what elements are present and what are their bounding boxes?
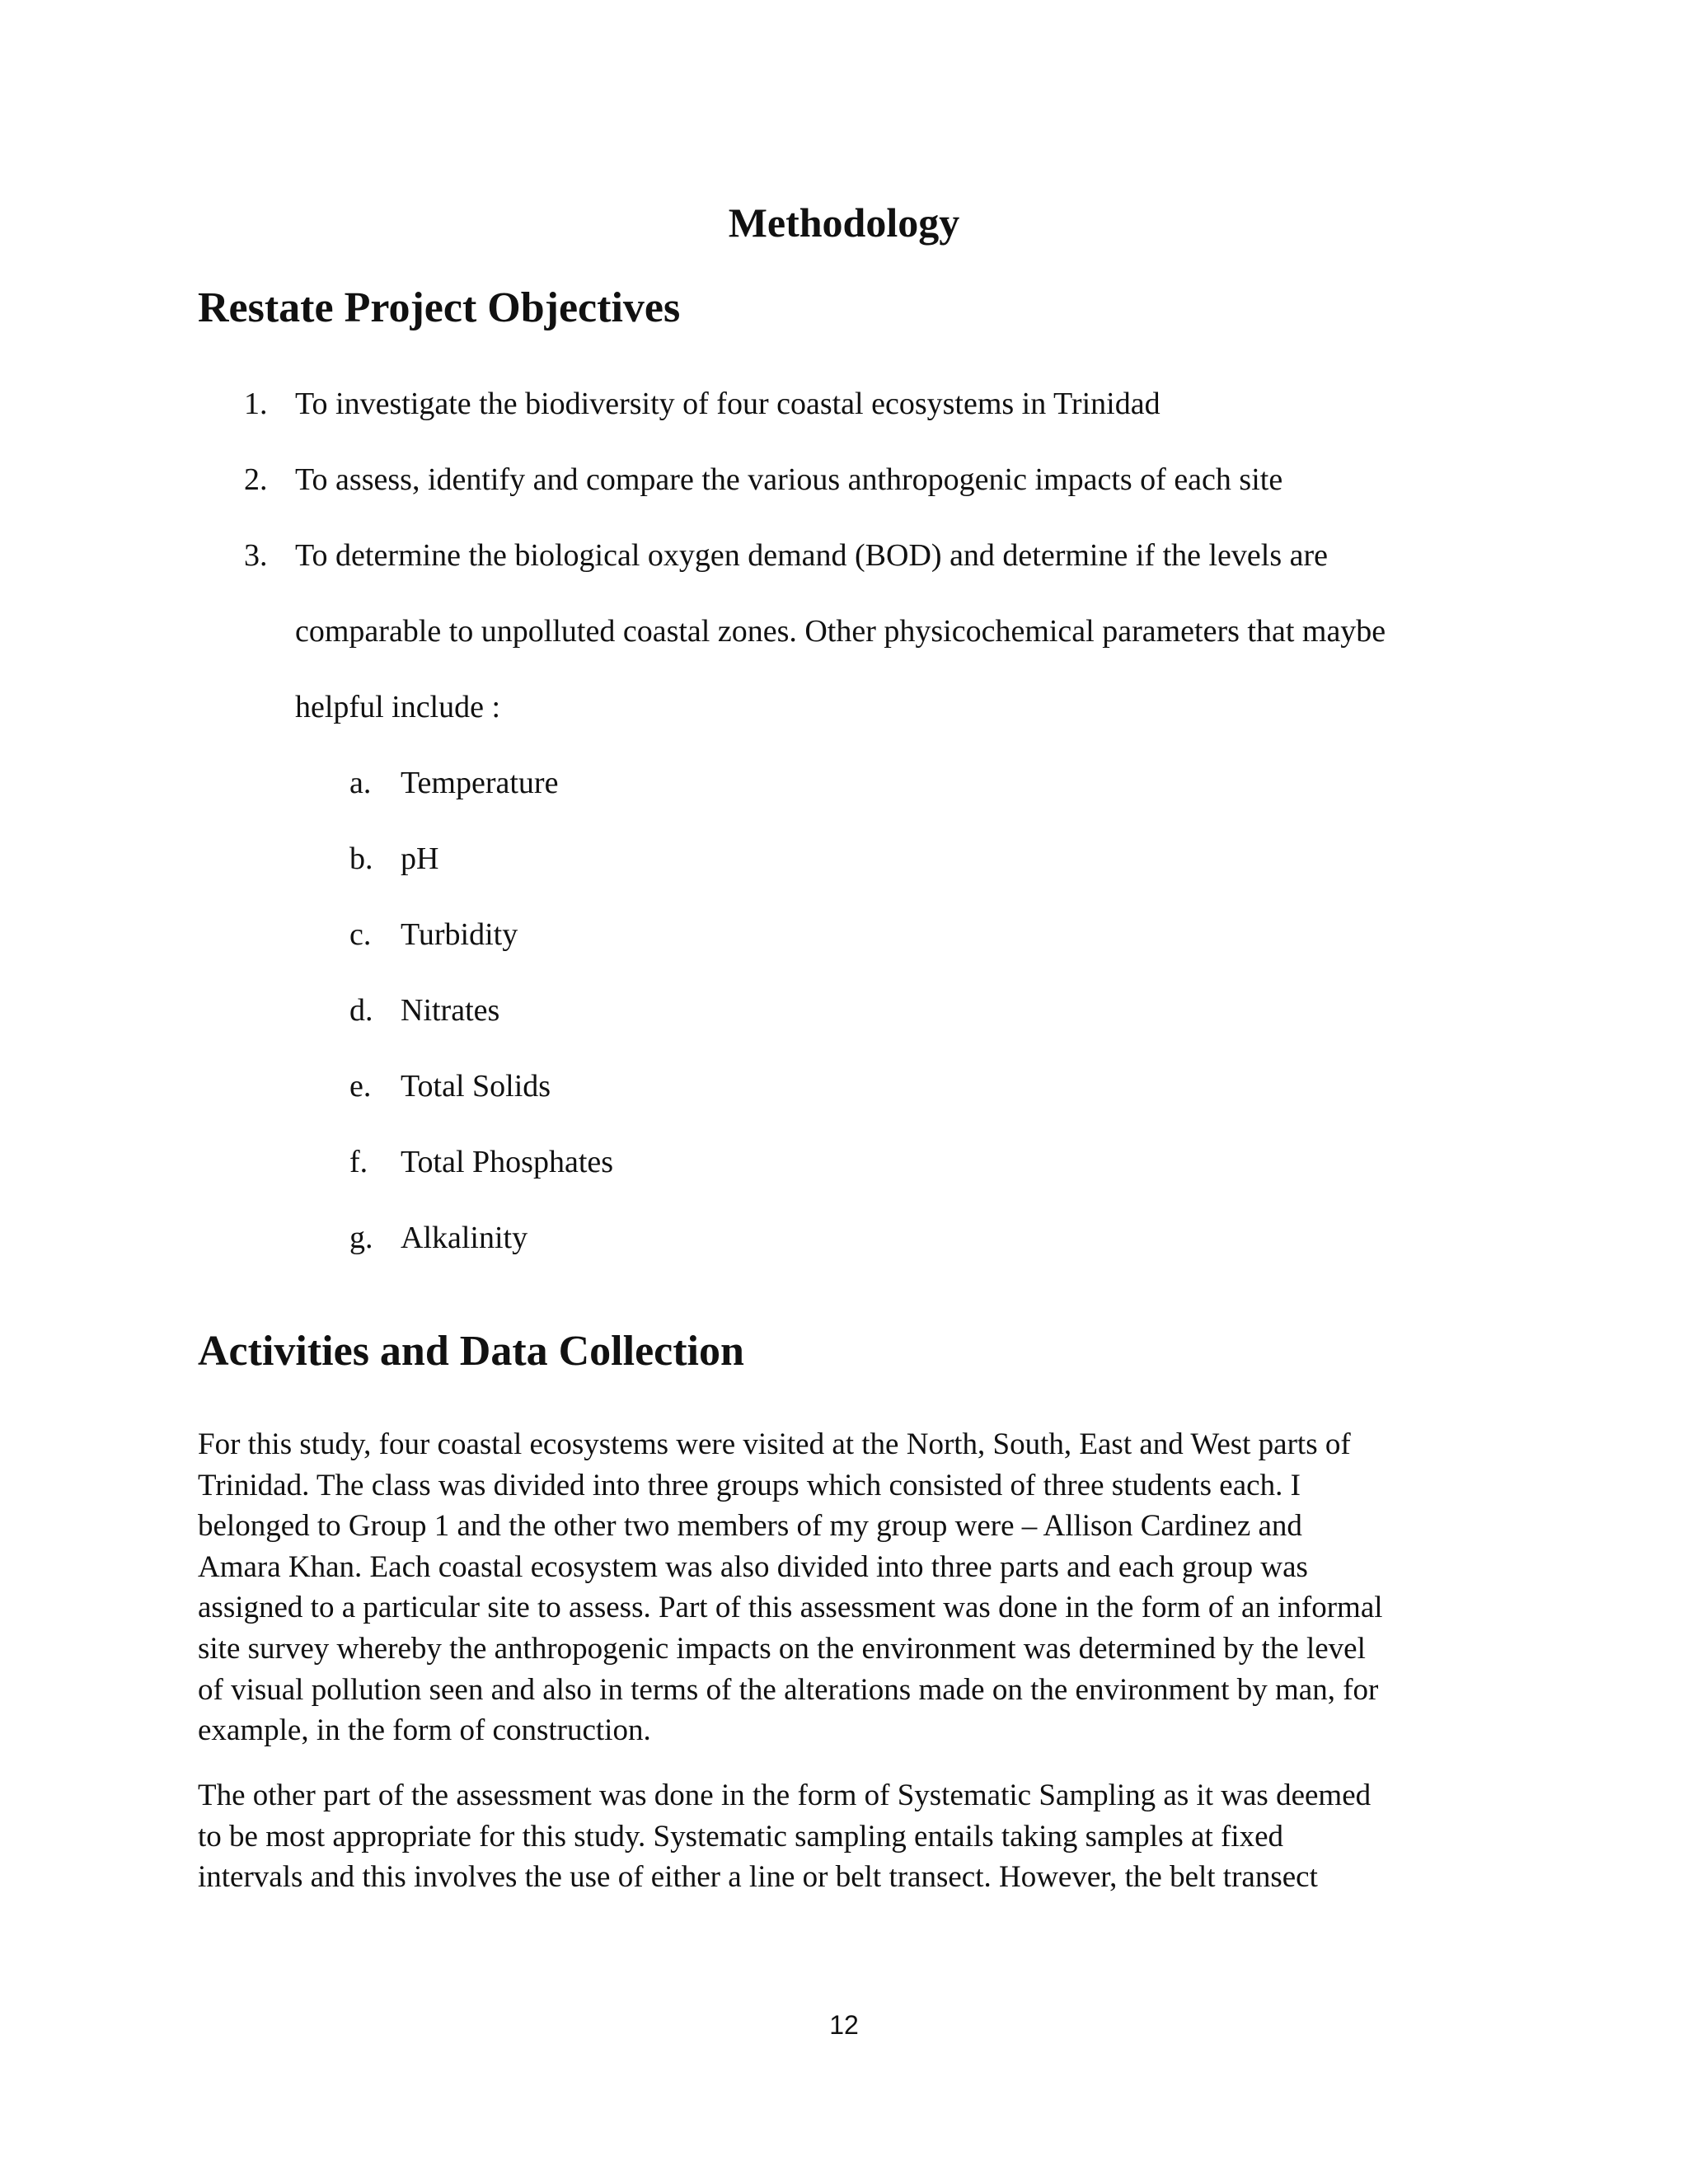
parameter-item [349, 991, 499, 1030]
objective-text: To determine the biological oxygen demand (BOD) and determine if the levels are [295, 538, 1329, 573]
paragraph-line: assigned to a particular site to assess. Part of this assessment was done in the form of an informal [198, 1591, 1383, 1625]
paragraph-line: Trinidad. The class was divided into three groups which consisted of three students each. I [198, 1468, 1301, 1502]
paragraph-line: The other part of the assessment was done in the form of Systematic Sampling as it was deemed [198, 1779, 1372, 1812]
parameter-item [349, 1066, 551, 1106]
paragraph-line: For this study, four coastal ecosystems were visited at the North, South, East and West parts of [198, 1427, 1351, 1461]
paragraph-line: site survey whereby the anthropogenic impacts on the environment was determined by the level [198, 1631, 1366, 1666]
parameter-letter: e. [349, 1069, 372, 1104]
parameter-text: Total Solids [401, 1069, 551, 1104]
parameter-letter: g. [349, 1221, 373, 1255]
objective-number: 2. [244, 462, 268, 497]
objective-number: 3. [244, 538, 268, 573]
parameter-item [349, 915, 518, 954]
paragraph-line: example, in the form of construction. [198, 1713, 651, 1748]
paragraph [198, 1775, 1484, 1898]
paragraph-line: Amara Khan. Each coastal ecosystem was also divided into three parts and each group was [198, 1549, 1308, 1584]
objective-continuation: helpful include : [295, 690, 501, 724]
parameter-text: Nitrates [401, 993, 500, 1028]
parameter-item [349, 1218, 528, 1258]
objective-text: To investigate the biodiversity of four coastal ecosystems in Trinidad [295, 387, 1160, 421]
objective-item [244, 460, 1282, 499]
paragraph-line: of visual pollution seen and also in terms of the alterations made on the environment by man, for [198, 1672, 1379, 1707]
section-heading-objectives: Restate Project Objectives [198, 284, 681, 331]
parameter-letter: a. [349, 766, 372, 800]
parameter-text: Turbidity [401, 917, 518, 952]
parameter-text: Temperature [401, 766, 559, 800]
paragraph [198, 1424, 1484, 1751]
objective-item [244, 384, 1160, 424]
objective-continuation: comparable to unpolluted coastal zones. Other physicochemical parameters that maybe [295, 614, 1386, 649]
paragraph-line: intervals and this involves the use of either a line or belt transect. However, the belt transect [198, 1860, 1318, 1895]
parameter-text: pH [401, 841, 439, 876]
parameter-item [349, 839, 438, 879]
parameter-letter: b. [349, 841, 373, 876]
parameter-letter: f. [349, 1145, 368, 1179]
paragraph-line: belonged to Group 1 and the other two members of my group were – Allison Cardinez and [198, 1509, 1302, 1544]
paragraph-line: to be most appropriate for this study. Systematic sampling entails taking samples at fixed [198, 1819, 1284, 1854]
parameter-item [349, 1142, 613, 1182]
page-title: Methodology [728, 199, 960, 246]
parameter-text: Alkalinity [401, 1221, 528, 1255]
page-number: 12 [829, 2010, 859, 2040]
parameter-letter: d. [349, 993, 373, 1028]
section-heading-activities: Activities and Data Collection [198, 1328, 744, 1375]
parameter-letter: c. [349, 917, 372, 952]
objective-item [244, 536, 1328, 575]
objective-text: To assess, identify and compare the various anthropogenic impacts of each site [295, 462, 1283, 497]
objective-number: 1. [244, 387, 268, 421]
parameter-item [349, 763, 558, 803]
parameter-text: Total Phosphates [401, 1145, 614, 1179]
